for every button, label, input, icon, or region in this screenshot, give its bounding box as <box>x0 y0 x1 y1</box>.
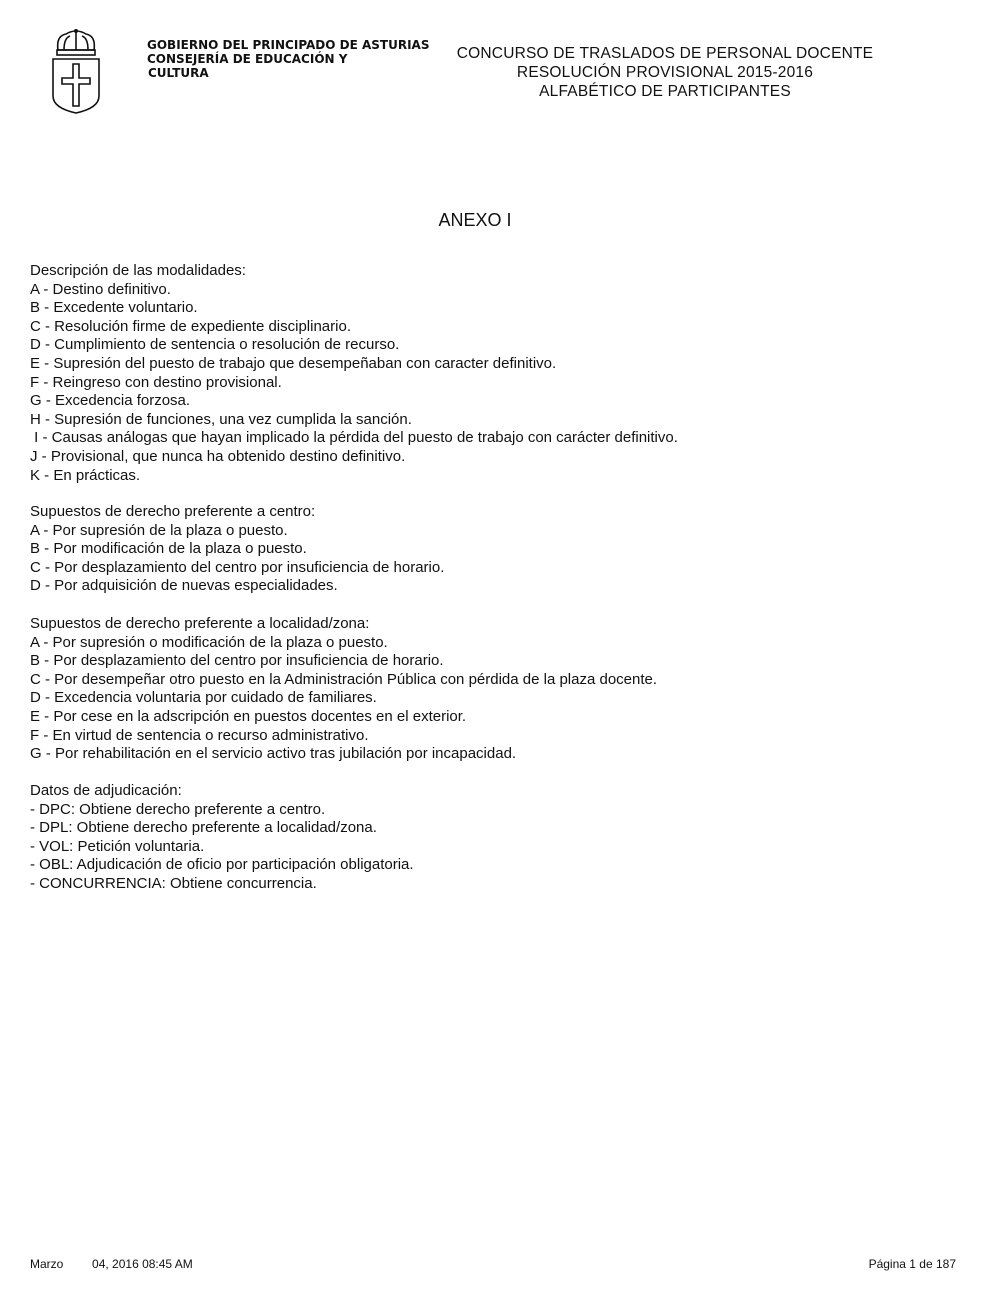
legend-section <box>30 615 657 764</box>
legend-item: E - Supresión del puesto de trabajo que desempeñaban con caracter definitivo. <box>30 354 557 372</box>
coat-of-arms-logo <box>50 28 102 114</box>
section-heading: Descripción de las modalidades: <box>30 262 246 279</box>
date-month: Marzo <box>30 1257 64 1271</box>
legend-item: B - Por desplazamiento del centro por insuficiencia de horario. <box>30 652 444 670</box>
legend-item: - OBL: Adjudicación de oficio por participación obligatoria. <box>30 856 414 874</box>
annex-title: ANEXO I <box>438 210 512 230</box>
legend-item: C - Por desempeñar otro puesto en la Administración Pública con pérdida de la plaza docente. <box>30 670 658 688</box>
org-line: GOBIERNO DEL PRINCIPADO DE ASTURIAS <box>147 38 430 52</box>
legend-item: G - Excedencia forzosa. <box>30 392 191 410</box>
org-line: CONSEJERÍA DE EDUCACIÓN Y <box>147 52 348 66</box>
legend-section <box>30 262 678 485</box>
legend-item: - VOL: Petición voluntaria. <box>30 837 205 855</box>
legend-item: F - En virtud de sentencia o recurso administrativo. <box>30 726 369 744</box>
document-title <box>430 44 900 101</box>
legend-item: D - Por adquisición de nuevas especialidades. <box>30 577 338 595</box>
legend-item: E - Por cese en la adscripción en puestos docentes en el exterior. <box>30 707 467 725</box>
org-line: CULTURA <box>148 66 209 80</box>
legend-item: B - Excedente voluntario. <box>30 299 198 317</box>
legend-section <box>30 503 444 596</box>
title-line: CONCURSO DE TRASLADOS DE PERSONAL DOCENTE <box>456 45 874 62</box>
legend-item: - CONCURRENCIA: Obtiene concurrencia. <box>30 874 317 892</box>
title-line: RESOLUCIÓN PROVISIONAL 2015-2016 <box>516 64 814 81</box>
legend-item: B - Por modificación de la plaza o puesto. <box>30 540 307 558</box>
date-time: 04, 2016 08:45 AM <box>92 1257 193 1271</box>
section-heading: Datos de adjudicación: <box>30 782 182 799</box>
legend-item: G - Por rehabilitación en el servicio activo tras jubilación por incapacidad. <box>30 745 517 763</box>
legend-item: A - Destino definitivo. <box>30 280 171 298</box>
title-line: ALFABÉTICO DE PARTICIPANTES <box>539 83 791 100</box>
section-heading: Supuestos de derecho preferente a centro: <box>30 503 316 520</box>
legend-item: D - Excedencia voluntaria por cuidado de familiares. <box>30 689 377 707</box>
legend-item: A - Por supresión de la plaza o puesto. <box>30 521 288 539</box>
page-number: Página 1 de 187 <box>868 1257 956 1271</box>
legend-section <box>30 782 414 894</box>
print-date <box>30 1257 193 1271</box>
legend-item: I - Causas análogas que hayan implicado la pérdida del puesto de trabajo con carácter definitivo. <box>30 429 678 447</box>
legend-item: D - Cumplimiento de sentencia o resolución de recurso. <box>30 336 400 354</box>
legend-item: C - Por desplazamiento del centro por insuficiencia de horario. <box>30 558 445 576</box>
legend-item: K - En prácticas. <box>30 466 141 484</box>
legend-item: - DPL: Obtiene derecho preferente a localidad/zona. <box>30 819 377 837</box>
legend-item: H - Supresión de funciones, una vez cumplida la sanción. <box>30 410 412 428</box>
legend-item: F - Reingreso con destino provisional. <box>30 373 282 391</box>
organization-name <box>147 38 429 80</box>
legend-item: C - Resolución firme de expediente disciplinario. <box>30 317 351 335</box>
section-heading: Supuestos de derecho preferente a localidad/zona: <box>30 615 370 632</box>
legend-item: A - Por supresión o modificación de la plaza o puesto. <box>30 633 388 651</box>
legend-item: - DPC: Obtiene derecho preferente a centro. <box>30 800 326 818</box>
legend-item: J - Provisional, que nunca ha obtenido destino definitivo. <box>30 447 406 465</box>
